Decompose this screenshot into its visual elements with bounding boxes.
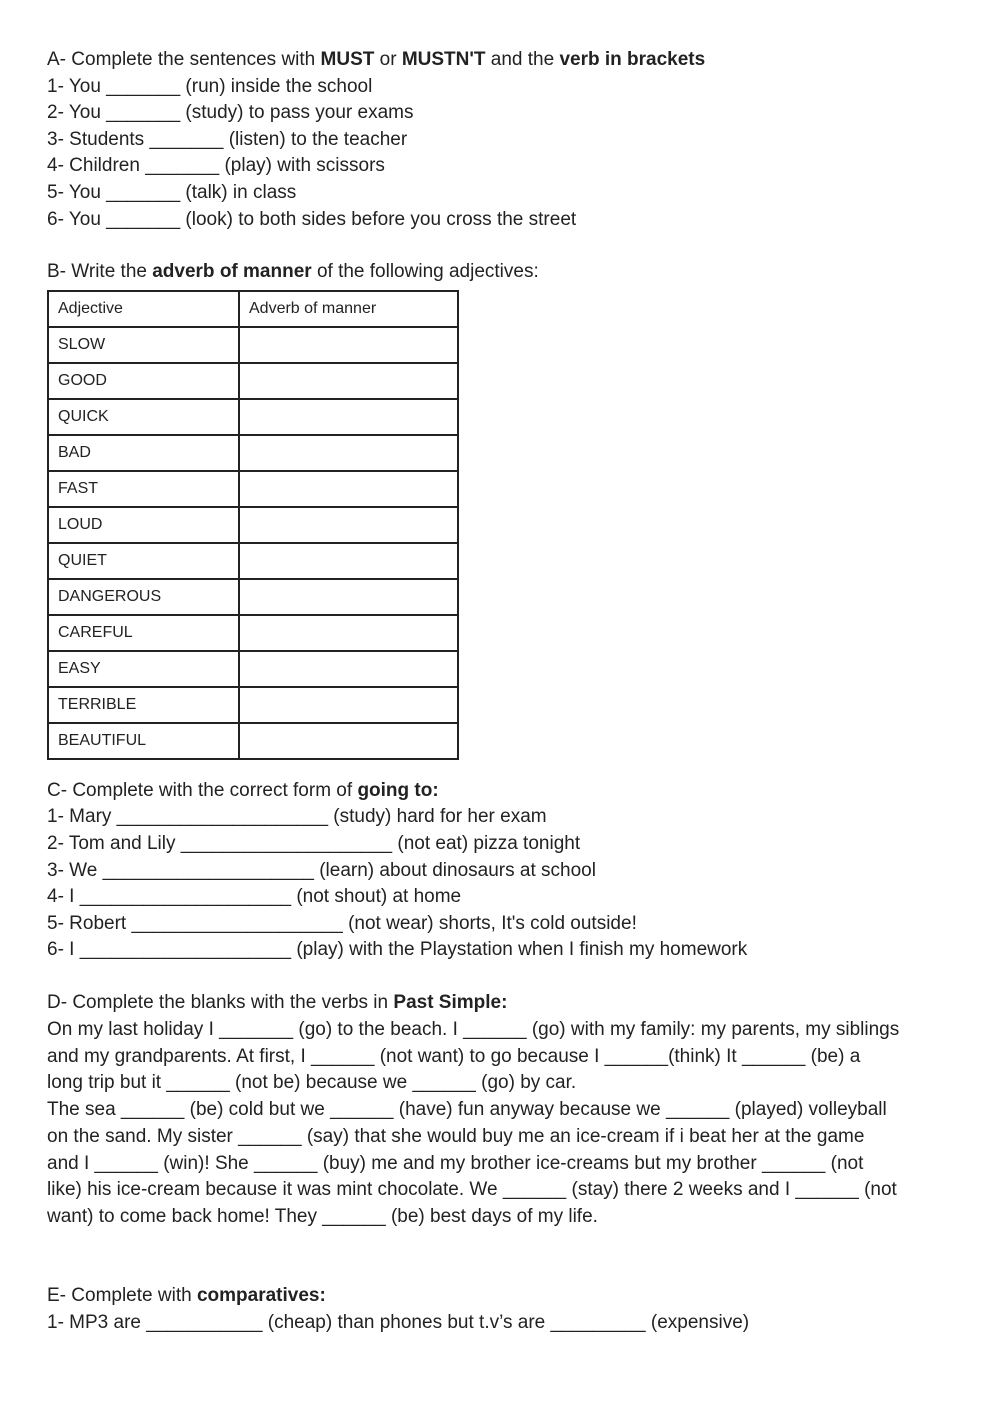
adjective-cell: TERRIBLE: [48, 687, 239, 723]
section-c-item: 6- I ____________________ (play) with the Playstation when I finish my homework: [47, 939, 748, 961]
adjective-cell: BEAUTIFUL: [48, 723, 239, 759]
section-a-item: 2- You _______ (study) to pass your exams: [47, 102, 414, 124]
section-d-line: and my grandparents. At first, I ______ (not want) to go because I ______(think) It ______ (be) a: [47, 1045, 861, 1067]
section-c-item: 2- Tom and Lily ____________________ (not eat) pizza tonight: [47, 832, 581, 854]
adjective-cell: EASY: [48, 651, 239, 687]
section-a-item: 4- Children _______ (play) with scissors: [47, 155, 385, 177]
worksheet: [47, 47, 967, 1336]
section-e-item: 1- MP3 are ___________ (cheap) than phones but t.v’s are _________ (expensive): [47, 1311, 750, 1333]
answer-cell[interactable]: [239, 723, 458, 759]
section-d-line: The sea ______ (be) cold but we ______ (have) fun anyway because we ______ (played) volleyball: [47, 1099, 887, 1121]
section-e-heading: E- Complete with comparatives:: [47, 1285, 326, 1307]
answer-cell[interactable]: [239, 471, 458, 507]
section-d-heading: D- Complete the blanks with the verbs in Past Simple:: [47, 991, 508, 1013]
section-d-line: want) to come back home! They ______ (be) best days of my life.: [47, 1206, 598, 1228]
answer-cell[interactable]: [239, 399, 458, 435]
table-row: [48, 363, 458, 399]
answer-cell[interactable]: [239, 579, 458, 615]
adjective-cell: CAREFUL: [48, 615, 239, 651]
section-c: [47, 778, 967, 964]
adjective-cell: FAST: [48, 471, 239, 507]
adjective-cell: QUICK: [48, 399, 239, 435]
section-b-heading: B- Write the adverb of manner of the following adjectives:: [47, 261, 539, 283]
answer-cell[interactable]: [239, 687, 458, 723]
section-d-line: long trip but it ______ (not be) because we ______ (go) by car.: [47, 1072, 577, 1094]
table-row: [48, 687, 458, 723]
header-adjective: Adjective: [48, 291, 239, 327]
answer-cell[interactable]: [239, 543, 458, 579]
header-adverb: Adverb of manner: [239, 291, 458, 327]
section-d-line: and I ______ (win)! She ______ (buy) me and my brother ice-creams but my brother ______ (not: [47, 1152, 864, 1174]
section-a-heading: A- Complete the sentences with MUST or MUSTN'T and the verb in brackets: [47, 49, 706, 70]
section-a-item: 1- You _______ (run) inside the school: [47, 75, 373, 97]
section-a-item: 3- Students _______ (listen) to the teacher: [47, 128, 408, 150]
table-row: [48, 471, 458, 507]
section-c-item: 5- Robert ____________________ (not wear) shorts, It's cold outside!: [47, 912, 637, 934]
table-row: [48, 723, 458, 759]
table-row: [48, 615, 458, 651]
table-row: [48, 651, 458, 687]
table-row: [48, 435, 458, 471]
answer-cell[interactable]: [239, 327, 458, 363]
table-row: [48, 399, 458, 435]
answer-cell[interactable]: [239, 507, 458, 543]
answer-cell[interactable]: [239, 615, 458, 651]
table-header-row: [48, 291, 458, 327]
table-row: [48, 543, 458, 579]
section-d: [47, 990, 967, 1231]
adjective-cell: LOUD: [48, 507, 239, 543]
table-row: [48, 507, 458, 543]
section-a-item: 6- You _______ (look) to both sides before you cross the street: [47, 208, 577, 230]
adverb-table: [47, 290, 459, 760]
section-e: [47, 1283, 967, 1336]
table-row: [48, 579, 458, 615]
answer-cell[interactable]: [239, 435, 458, 471]
section-d-line: like) his ice-cream because it was mint chocolate. We ______ (stay) there 2 weeks and I ______ (not: [47, 1179, 897, 1201]
adjective-cell: QUIET: [48, 543, 239, 579]
adjective-cell: BAD: [48, 435, 239, 471]
answer-cell[interactable]: [239, 651, 458, 687]
section-c-item: 3- We ____________________ (learn) about dinosaurs at school: [47, 859, 596, 881]
section-c-item: 4- I ____________________ (not shout) at home: [47, 886, 462, 908]
adjective-cell: SLOW: [48, 327, 239, 363]
answer-cell[interactable]: [239, 363, 458, 399]
section-a-item: 5- You _______ (talk) in class: [47, 181, 297, 203]
section-c-heading: C- Complete with the correct form of going to:: [47, 779, 439, 801]
section-b: [47, 259, 967, 760]
table-row: [48, 327, 458, 363]
adjective-cell: GOOD: [48, 363, 239, 399]
section-c-item: 1- Mary ____________________ (study) hard for her exam: [47, 806, 547, 828]
section-d-line: On my last holiday I _______ (go) to the beach. I ______ (go) with my family: my parents, my siblings: [47, 1018, 900, 1040]
section-a: [47, 47, 967, 233]
adjective-cell: DANGEROUS: [48, 579, 239, 615]
section-d-line: on the sand. My sister ______ (say) that she would buy me an ice-cream if i beat her at the game: [47, 1125, 865, 1147]
